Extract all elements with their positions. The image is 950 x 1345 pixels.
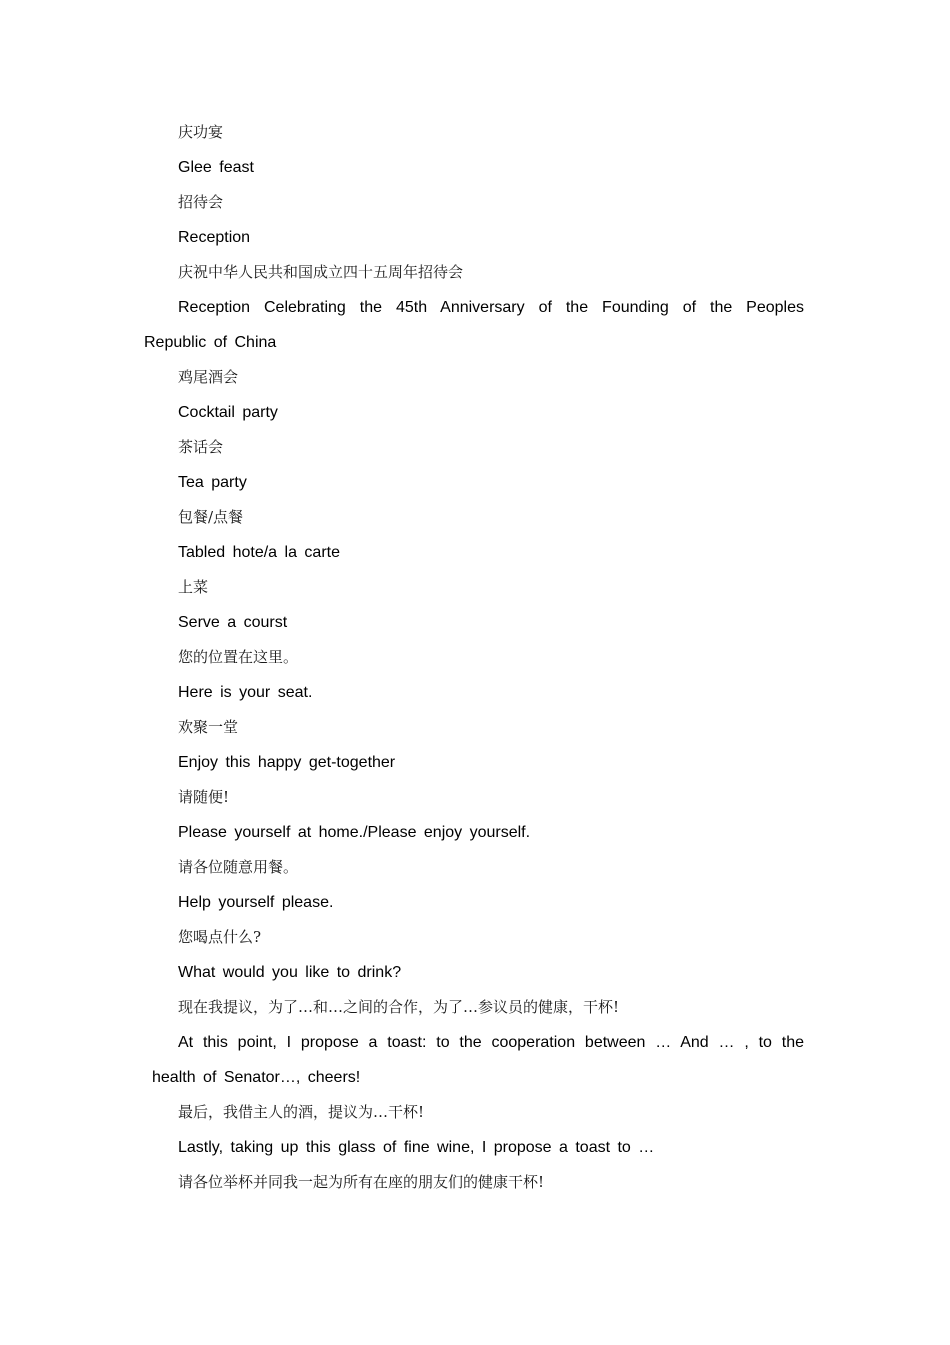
text-line-zh: 庆功宴 — [178, 123, 224, 141]
text-line-en: Cocktail party — [178, 404, 278, 421]
text-line-en: Reception — [178, 229, 251, 246]
text-line-zh: 招待会 — [178, 193, 224, 211]
text-line-en: Enjoy this happy get-together — [178, 754, 396, 771]
text-line-zh: 请各位举杯并同我一起为所有在座的朋友们的健康干杯! — [178, 1173, 545, 1191]
document-body — [144, 115, 804, 1200]
text-line-en: Lastly, taking up this glass of fine wine, I propose a toast to … — [178, 1139, 655, 1156]
text-line-en: Here is your seat. — [178, 684, 313, 701]
text-line-zh: 您喝点什么? — [178, 928, 262, 946]
text-line-zh: 茶话会 — [178, 438, 224, 456]
text-line-en: Serve a courst — [178, 614, 288, 631]
text-line-zh: 请各位随意用餐。 — [178, 858, 299, 876]
text-line-en: What would you like to drink? — [178, 964, 402, 981]
text-line-zh: 上菜 — [178, 578, 209, 596]
text-line-en: At this point, I propose a toast: to the cooperation between … And … , to the health of Senator…, cheers! — [152, 1034, 804, 1086]
text-line-zh: 鸡尾酒会 — [178, 368, 239, 386]
text-line-zh: 最后，我借主人的酒，提议为…干杯! — [178, 1103, 425, 1121]
text-line-en: Reception Celebrating the 45th Anniversary of the Founding of the Peoples Republic of China — [144, 299, 804, 351]
text-line-en: Please yourself at home./Please enjoy yourself. — [178, 824, 531, 841]
text-line-zh: 现在我提议，为了…和…之间的合作，为了…参议员的健康，干杯! — [178, 998, 620, 1016]
text-line-zh: 欢聚一堂 — [178, 718, 239, 736]
text-line-en: Help yourself please. — [178, 894, 334, 911]
text-line-zh: 请随便! — [178, 788, 230, 806]
text-line-zh: 包餐/点餐 — [178, 508, 244, 526]
text-line-en: Tabled hote/a la carte — [178, 544, 340, 561]
text-line-zh: 庆祝中华人民共和国成立四十五周年招待会 — [178, 263, 464, 281]
text-line-en: Tea party — [178, 474, 247, 491]
text-line-en: Glee feast — [178, 159, 254, 176]
text-line-zh: 您的位置在这里。 — [178, 648, 299, 666]
